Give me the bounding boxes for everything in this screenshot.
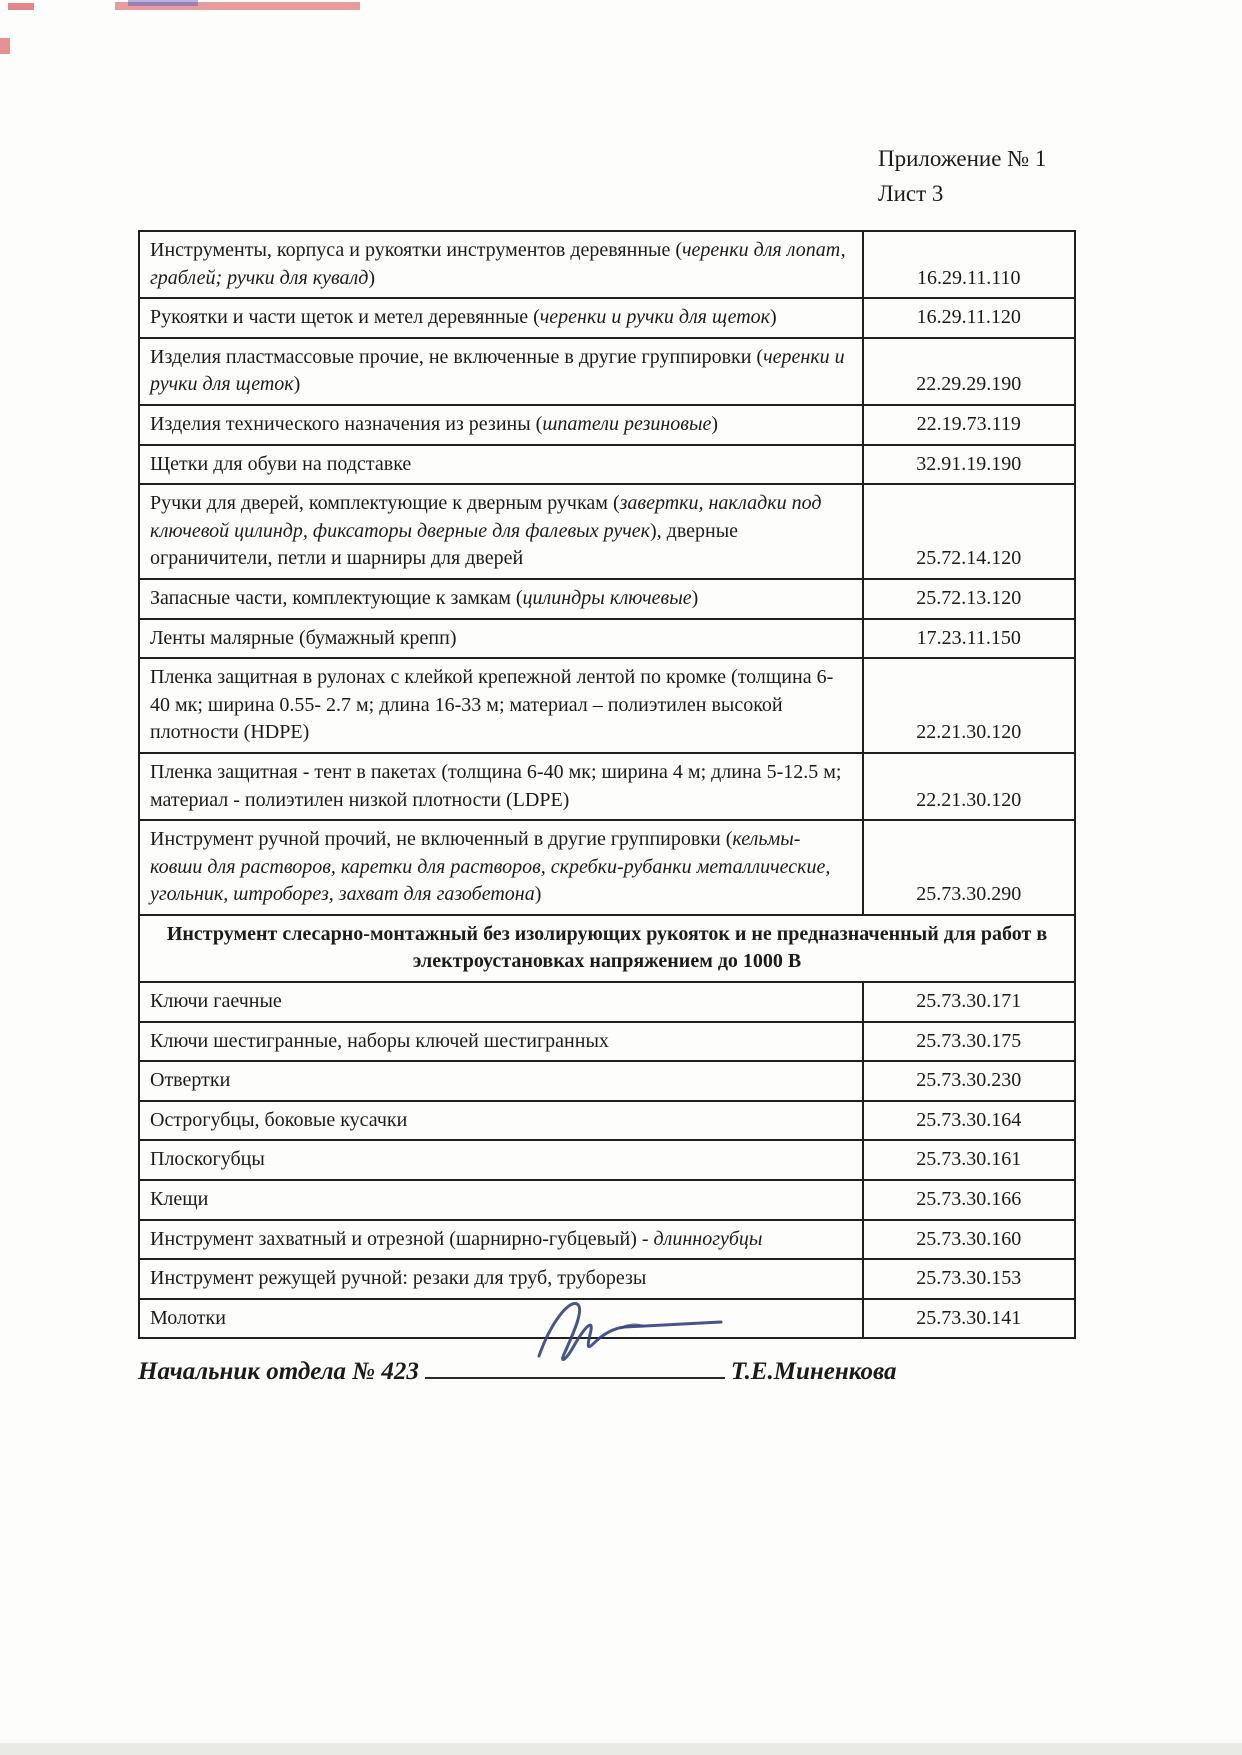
item-description-part: Изделия технического назначения из резины ( (150, 412, 543, 435)
item-description-part: Пленка защитная в рулонах с клейкой крепежной лентой по кромке (толщина 6-40 мк; ширина 0.55- 2.7 м; длина 16-33 м; материал – полиэтилен высокой плотности (HDPE) (150, 666, 834, 744)
table-row (139, 1220, 1075, 1260)
item-description (139, 1220, 863, 1260)
signer-title: Начальник отдела № 423 (138, 1358, 419, 1385)
item-description-part: Молотки (150, 1306, 226, 1329)
table-row (139, 445, 1075, 485)
item-description (139, 579, 863, 619)
item-description (139, 231, 863, 298)
section-header: Инструмент слесарно-монтажный без изолирующих рукояток и не предназначенный для работ в электроустановках напряжением до 1000 В (139, 915, 1075, 982)
item-description-part: Острогубцы, боковые кусачки (150, 1108, 408, 1131)
item-description-part: Инструмент ручной прочий, не включенный в другие группировки ( (150, 828, 733, 851)
item-description-part: Отвертки (150, 1069, 231, 1092)
item-description-part: Инструмент захватный и отрезной (шарнирно-губцевый) - (150, 1227, 654, 1250)
section-header-row (139, 915, 1075, 982)
item-code: 25.73.30.166 (863, 1180, 1075, 1220)
signature-line (425, 1352, 725, 1379)
item-description (139, 1259, 863, 1299)
item-description-italic-part: завертки, накладки под ключевой цилиндр, фиксаторы дверные для фалевых ручек (150, 492, 822, 542)
item-code: 25.73.30.175 (863, 1022, 1075, 1062)
item-description (139, 1180, 863, 1220)
table-row (139, 1259, 1075, 1299)
scan-edge-strip (0, 1743, 1242, 1755)
item-code: 17.23.11.150 (863, 619, 1075, 659)
table-row (139, 658, 1075, 753)
item-description-part: ) (711, 412, 719, 435)
item-code: 25.73.30.141 (863, 1299, 1075, 1339)
item-description-italic-part: черенки и ручки для щеток (539, 306, 770, 329)
item-code: 25.73.30.290 (863, 820, 1075, 915)
scan-artifact-blue (128, 0, 198, 6)
table-row (139, 405, 1075, 445)
item-description (139, 1061, 863, 1101)
table-row (139, 231, 1075, 298)
item-description-italic-part: длинногубцы (653, 1227, 763, 1250)
item-description (139, 820, 863, 915)
item-code: 22.19.73.119 (863, 405, 1075, 445)
item-code: 22.21.30.120 (863, 753, 1075, 820)
item-description-part: Клещи (150, 1188, 209, 1211)
item-description-part: Щетки для обуви на подставке (150, 452, 412, 475)
scan-artifact-red-dash (8, 3, 34, 10)
item-description (139, 298, 863, 338)
signature-block (138, 1352, 1078, 1386)
document-header (878, 142, 1046, 211)
table-row (139, 484, 1075, 579)
item-description-part: Инструмент режущей ручной: резаки для труб, труборезы (150, 1267, 647, 1290)
item-description-italic-part: кельмы-ковши для растворов, каретки для растворов, скребки-рубанки металлические, угольник, штроборез, захват для газобетона (150, 828, 831, 906)
table-row (139, 1140, 1075, 1180)
table-row (139, 753, 1075, 820)
item-description-part: Инструменты, корпуса и рукоятки инструментов деревянные ( (150, 239, 683, 261)
table-row (139, 298, 1075, 338)
scan-artifact-red (115, 2, 360, 10)
table-row (139, 820, 1075, 915)
item-description-part: Рукоятки и части щеток и метел деревянные ( (150, 306, 540, 329)
item-description-italic-part: черенки для лопат, граблей; ручки для кувалд (150, 239, 846, 289)
item-description (139, 1299, 863, 1339)
item-description-part: ), дверные ограничители, петли и шарниры для дверей (150, 519, 739, 570)
item-description (139, 1022, 863, 1062)
table-row (139, 579, 1075, 619)
item-description-part: ) (534, 883, 542, 906)
item-code: 25.73.30.161 (863, 1140, 1075, 1180)
scan-artifact-red-left (0, 38, 10, 54)
item-code: 25.72.14.120 (863, 484, 1075, 579)
appendix-label: Приложение № 1 (878, 146, 1047, 171)
item-code: 16.29.11.120 (863, 298, 1075, 338)
table-row (139, 1022, 1075, 1062)
table-row (139, 1180, 1075, 1220)
item-description-part: Ленты малярные (бумажный крепп) (150, 626, 457, 649)
item-description-part: ) (368, 266, 376, 289)
item-description-part: Пленка защитная - тент в пакетах (толщина 6-40 мк; ширина 4 м; длина 5-12.5 м; материал - полиэтилен низкой плотности (LDPE) (150, 760, 842, 811)
item-description-part: Плоскогубцы (150, 1148, 265, 1171)
table-row (139, 982, 1075, 1022)
item-description-italic-part: цилиндры ключевые (522, 586, 692, 609)
item-description (139, 753, 863, 820)
item-description-part: ) (770, 306, 777, 329)
item-description-part: Запасные части, комплектующие к замкам ( (150, 586, 523, 609)
item-description (139, 405, 863, 445)
item-code: 25.73.30.160 (863, 1220, 1075, 1260)
item-code: 16.29.11.110 (863, 231, 1075, 298)
item-description (139, 658, 863, 753)
signer-name: Т.Е.Миненкова (730, 1358, 897, 1385)
item-description (139, 1140, 863, 1180)
sheet-label: Лист 3 (878, 180, 944, 206)
table-row (139, 1299, 1075, 1339)
item-description-italic-part: черенки и ручки для щеток (150, 345, 845, 396)
item-code: 32.91.19.190 (863, 445, 1075, 485)
item-description-part: ) (691, 586, 699, 609)
item-description-part: Изделия пластмассовые прочие, не включенные в другие группировки ( (150, 345, 764, 368)
item-description (139, 338, 863, 405)
item-description (139, 619, 863, 659)
item-description-part: ) (293, 373, 301, 396)
table-row (139, 619, 1075, 659)
items-table (138, 230, 1076, 1339)
table-row (139, 1101, 1075, 1141)
table-row (139, 338, 1075, 405)
item-description-italic-part: шпатели резиновые (542, 412, 712, 435)
item-code: 25.73.30.164 (863, 1101, 1075, 1141)
item-code: 22.29.29.190 (863, 338, 1075, 405)
item-code: 25.73.30.171 (863, 982, 1075, 1022)
item-description (139, 445, 863, 485)
item-code: 25.73.30.230 (863, 1061, 1075, 1101)
item-code: 22.21.30.120 (863, 658, 1075, 753)
item-description-part: Ключи шестигранные, наборы ключей шестигранных (150, 1029, 609, 1052)
item-description (139, 1101, 863, 1141)
item-code: 25.72.13.120 (863, 579, 1075, 619)
table-row (139, 1061, 1075, 1101)
item-description-part: Ключи гаечные (150, 990, 282, 1013)
item-description (139, 484, 863, 579)
item-code: 25.73.30.153 (863, 1259, 1075, 1299)
item-description-part: Ручки для дверей, комплектующие к дверным ручкам ( (150, 492, 620, 515)
item-description (139, 982, 863, 1022)
